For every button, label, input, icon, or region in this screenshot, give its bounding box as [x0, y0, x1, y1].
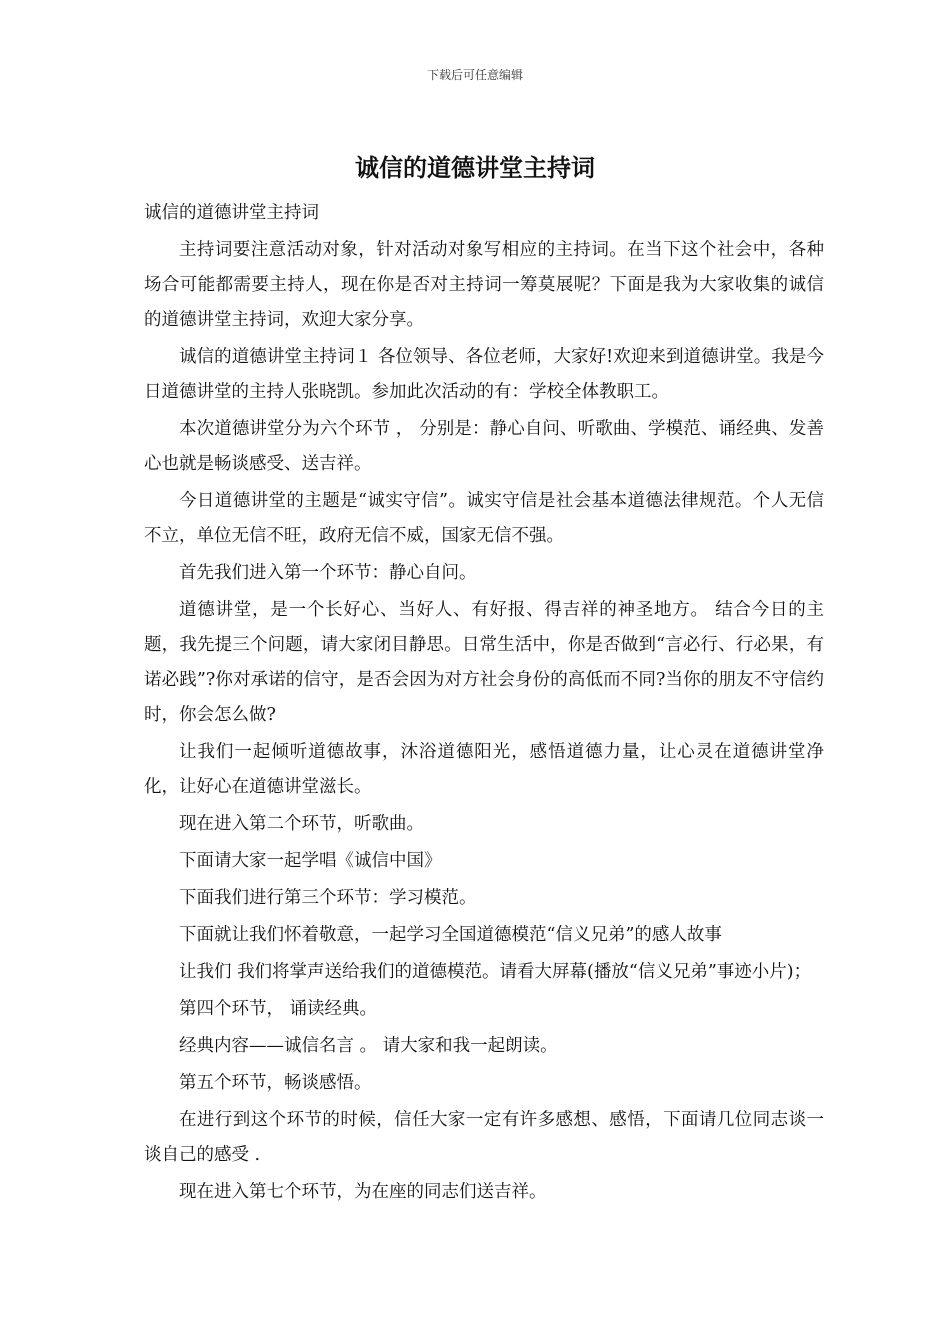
paragraph: 今日道德讲堂的主题是“诚实守信”。诚实守信是社会基本道德法律规范。个人无信不立，单位无信不旺，政府无信不威，国家无信不强。	[144, 491, 824, 546]
paragraph: 诚信的道德讲堂主持词１ 各位领导、各位老师，大家好!欢迎来到道德讲堂。我是今日道德讲堂的主持人张晓凯。参加此次活动的有：学校全体教职工。	[144, 347, 824, 402]
paragraph: 现在进入第二个环节，听歌曲。	[179, 814, 424, 834]
paragraph: 让我们 我们将掌声送给我们的道德模范。请看大屏幕(播放“信义兄弟”事迹小片)；	[179, 962, 812, 982]
paragraph: 第四个环节， 诵读经典。	[179, 999, 378, 1019]
paragraph: 现在进入第七个环节，为在座的同志们送吉祥。	[179, 1182, 547, 1202]
paragraph: 第五个环节，畅谈感悟。	[179, 1073, 372, 1093]
paragraph: 在进行到这个环节的时候，信任大家一定有许多感想、感悟，下面请几位同志谈一谈自己的感受 .	[144, 1110, 824, 1165]
document-body	[144, 196, 824, 1212]
paragraph: 道德讲堂，是一个长好心、当好人、有好报、得吉祥的神圣地方。 结合今日的主题，我先提三个问题，请大家闭目静思。日常生活中，你是否做到“言必行、行必果，有诺必践”?你对承诺的信守，是否会因为对方社会身份的高低而不同?当你的朋友不守信约时，你会怎么做?	[144, 600, 824, 725]
paragraph: 本次道德讲堂分为六个环节 ， 分别是：静心自问、听歌曲、学模范、诵经典、发善心也就是畅谈感受、送吉祥。	[144, 419, 824, 474]
paragraph: 下面就让我们怀着敬意，一起学习全国道德模范“信义兄弟”的感人故事	[179, 925, 722, 945]
document-subtitle: 诚信的道德讲堂主持词	[144, 203, 319, 223]
paragraph: 让我们一起倾听道德故事，沐浴道德阳光，感悟道德力量，让心灵在道德讲堂净化，让好心在道德讲堂滋长。	[144, 742, 824, 797]
paragraph: 下面我们进行第三个环节：学习模范。	[179, 888, 477, 908]
document-title: 诚信的道德讲堂主持词	[355, 153, 595, 182]
paragraph: 经典内容——诚信名言 。 请大家和我一起朗读。	[179, 1036, 558, 1056]
paragraph: 主持词要注意活动对象，针对活动对象写相应的主持词。在当下这个社会中，各种场合可能都需要主持人，现在你是否对主持词一筹莫展呢？下面是我为大家收集的诚信的道德讲堂主持词，欢迎大家分享。	[144, 240, 824, 330]
paragraph: 首先我们进入第一个环节：静心自问。	[179, 563, 477, 583]
page-header-note: 下载后可任意编辑	[426, 68, 523, 82]
paragraph: 下面请大家一起学唱《诚信中国》	[179, 851, 442, 871]
